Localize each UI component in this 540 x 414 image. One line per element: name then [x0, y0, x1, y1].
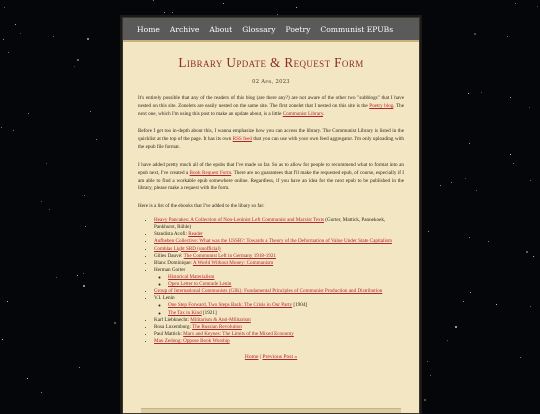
nav-about[interactable]: About [209, 24, 233, 34]
ebook-author: Rosa Luxemburg: [154, 323, 193, 330]
list-item [154, 331, 404, 338]
paragraph-2-text-b: that you can use with your own feed aggregator. I'm only uploading with the epub file format. [138, 136, 405, 151]
nav-glossary[interactable]: Glossary [242, 24, 276, 34]
top-nav [123, 18, 419, 42]
poetry-blog-link[interactable]: Poetry blog [369, 102, 394, 109]
ebook-link[interactable]: The Tax in Kind [168, 309, 202, 316]
ebook-link[interactable]: Heavy Pancakes: A Collection of Non-Leninist Left Communist and Marxist Texts [154, 217, 325, 224]
star [164, 12, 165, 13]
star [510, 154, 511, 155]
star [529, 107, 530, 108]
star [488, 241, 489, 242]
star [46, 163, 47, 164]
paragraph-1-text-a: It's entirely possible that any of the readers of this blog (are there any?) are not aware of the other two "subblogs" that I have nested on this site. Zonelets are easily nested on the same site. The first zonelet that I nested on this site is the [138, 95, 404, 109]
ebook-link[interactable]: Reader [188, 231, 203, 238]
star [469, 237, 470, 238]
star [537, 6, 538, 7]
star [27, 378, 28, 379]
ebook-link[interactable]: Marx and Keynes: The Limits of the Mixed Economy [183, 330, 294, 337]
star [8, 52, 9, 53]
post-title: Library Update & Request Form [178, 55, 364, 70]
paragraph-3 [138, 162, 404, 193]
ebook-link[interactable]: Group of International Communists (GIK): Fundamental Principles of Communist Production and Distribution [154, 288, 383, 295]
star [79, 367, 80, 368]
star [440, 185, 441, 186]
sub-list [154, 274, 404, 288]
star [15, 24, 16, 25]
nav-poetry[interactable]: Poetry [285, 24, 311, 34]
list-item [154, 238, 404, 245]
ebook-link[interactable]: Militarism & Anti-Militarism [190, 316, 251, 323]
star [481, 92, 482, 93]
paragraph-4: Here is a list of the ebooks that I've added to the libary so far: [138, 203, 265, 210]
ebook-note: [1921] [201, 309, 217, 316]
star [77, 59, 79, 61]
star [427, 361, 428, 362]
paragraph-1 [138, 95, 404, 118]
star [13, 130, 14, 131]
star [7, 301, 8, 302]
ebook-note: (Gorter, Mattick, Pannekoek, Pankhurst, Rühle) [154, 217, 386, 231]
sub-list [154, 302, 404, 316]
rss-feed-link[interactable]: RSS feed [232, 136, 253, 143]
ebook-link[interactable]: A World Without Money: Communism [192, 259, 274, 266]
ebook-author: Standista Acofi: [154, 231, 189, 238]
star [496, 304, 497, 305]
ebook-note: [1904] [292, 302, 308, 309]
ebook-link[interactable]: One Step Forward, Two Steps Back: The Crisis in Our Party [168, 302, 293, 309]
list-item [154, 324, 404, 331]
star [114, 322, 116, 324]
star [90, 111, 91, 112]
home-link[interactable]: Home [244, 354, 259, 361]
paragraph-2-text-a: Before I get too in-depth about this, I wanna emphasize how you can access the library. The Communist Library is listed in the quicklist at the top of the page. It has its own [138, 128, 404, 143]
star [74, 66, 75, 67]
paragraph-1-text-b: . The next one, which I'm using this post to make an update about, is a little [138, 102, 404, 117]
ebook-link[interactable]: The Communist Left in Germany 1918-1921 [183, 252, 276, 259]
star [296, 7, 297, 8]
star [28, 113, 29, 114]
list-item [154, 317, 404, 324]
page-container [122, 17, 420, 414]
star [430, 375, 431, 376]
star [153, 0, 154, 1]
paragraph-2 [138, 128, 404, 151]
next-section-edge [141, 408, 401, 413]
star [49, 209, 50, 210]
star [277, 14, 278, 15]
star [77, 275, 78, 276]
star [96, 139, 97, 140]
list-item [168, 310, 404, 317]
star [84, 195, 85, 196]
previous-post-link[interactable]: Previous Post » [262, 354, 298, 361]
list-item [154, 217, 404, 231]
star [4, 7, 5, 8]
nav-communist-epubs[interactable]: Communist EPUBs [320, 24, 394, 34]
star [41, 201, 42, 202]
ebook-author: Blanc Dominique: [154, 259, 193, 266]
star [20, 33, 21, 34]
star [83, 273, 84, 274]
star [463, 301, 464, 302]
star [533, 256, 534, 257]
star [56, 277, 57, 278]
star [451, 182, 452, 183]
star [526, 251, 528, 253]
star [87, 38, 89, 40]
ebook-link[interactable]: Comhlas Light SRD (unofficial) [154, 245, 221, 252]
ebook-author: Herman Gorter [154, 266, 186, 273]
post-date: 02 Apr, 2023 [252, 79, 290, 85]
star [424, 399, 426, 401]
star [223, 3, 224, 4]
ebook-author: V.I. Lenin [154, 295, 175, 302]
ebook-author: Karl Liebknecht: [154, 316, 191, 323]
ebook-link[interactable]: Mao Zedong: Oppose Book Worship [154, 337, 230, 344]
star [83, 285, 85, 287]
list-item [168, 274, 404, 281]
nav-archive[interactable]: Archive [169, 24, 200, 34]
star [41, 392, 42, 393]
ebook-author: Paul Mattick: [154, 330, 184, 337]
post-content [123, 55, 419, 360]
ebook-link[interactable]: Historical Materialism [168, 273, 215, 280]
book-request-form-link[interactable]: Book Request Form [189, 169, 232, 176]
star [530, 180, 531, 181]
star [120, 157, 121, 158]
list-item [154, 246, 404, 253]
footer-separator: | [258, 354, 263, 361]
ebook-link[interactable]: The Russian Revolution [192, 323, 242, 330]
list-item [154, 267, 404, 288]
star [470, 292, 471, 293]
list-item [154, 295, 404, 316]
star [530, 306, 531, 307]
nav-home[interactable]: Home [137, 24, 160, 34]
star [1, 127, 2, 128]
ebook-author: Gilles Dauvé: [154, 252, 184, 259]
paragraph-1-text-c: . [323, 110, 325, 117]
star [474, 33, 476, 35]
star [510, 97, 511, 98]
star [515, 3, 516, 4]
star [455, 326, 457, 328]
paragraph-3-text-a: I have added pretty much all of the epubs that I've made so far. So as to allow for people to recommend what to format into an epub next, I've created a [138, 161, 404, 176]
list-item [154, 260, 404, 267]
star [447, 340, 448, 341]
list-item [168, 302, 404, 309]
star [3, 39, 4, 40]
star [520, 357, 521, 358]
paragraph-3-text-b: . There are no guarantees that I'll make the requested epub, of course, especially if I am able to find a workable epub somewhere online. Regardless, if you have an idea for the next epub to be published in the library, please make a request with the form. [138, 169, 404, 192]
list-item [154, 253, 404, 260]
list-item [154, 288, 404, 295]
star [465, 178, 466, 179]
star [469, 143, 470, 144]
star [507, 36, 508, 37]
ebook-link[interactable]: Open Letter to Comrade Lenin [168, 281, 232, 288]
ebook-link[interactable]: Aufheben Collective: What was the USSR?: Towards a Theory of the Deformation of Value Under State Capitalism [154, 238, 392, 245]
list-item [154, 338, 404, 345]
star [513, 163, 514, 164]
star [2, 339, 3, 340]
star [476, 190, 477, 191]
star [468, 93, 469, 94]
star [172, 12, 173, 13]
ebook-list [138, 217, 404, 345]
communist-library-link[interactable]: Communist Library [282, 110, 324, 117]
post-footer-nav [138, 354, 404, 360]
star [85, 226, 86, 227]
star [428, 231, 429, 232]
star [53, 36, 54, 37]
